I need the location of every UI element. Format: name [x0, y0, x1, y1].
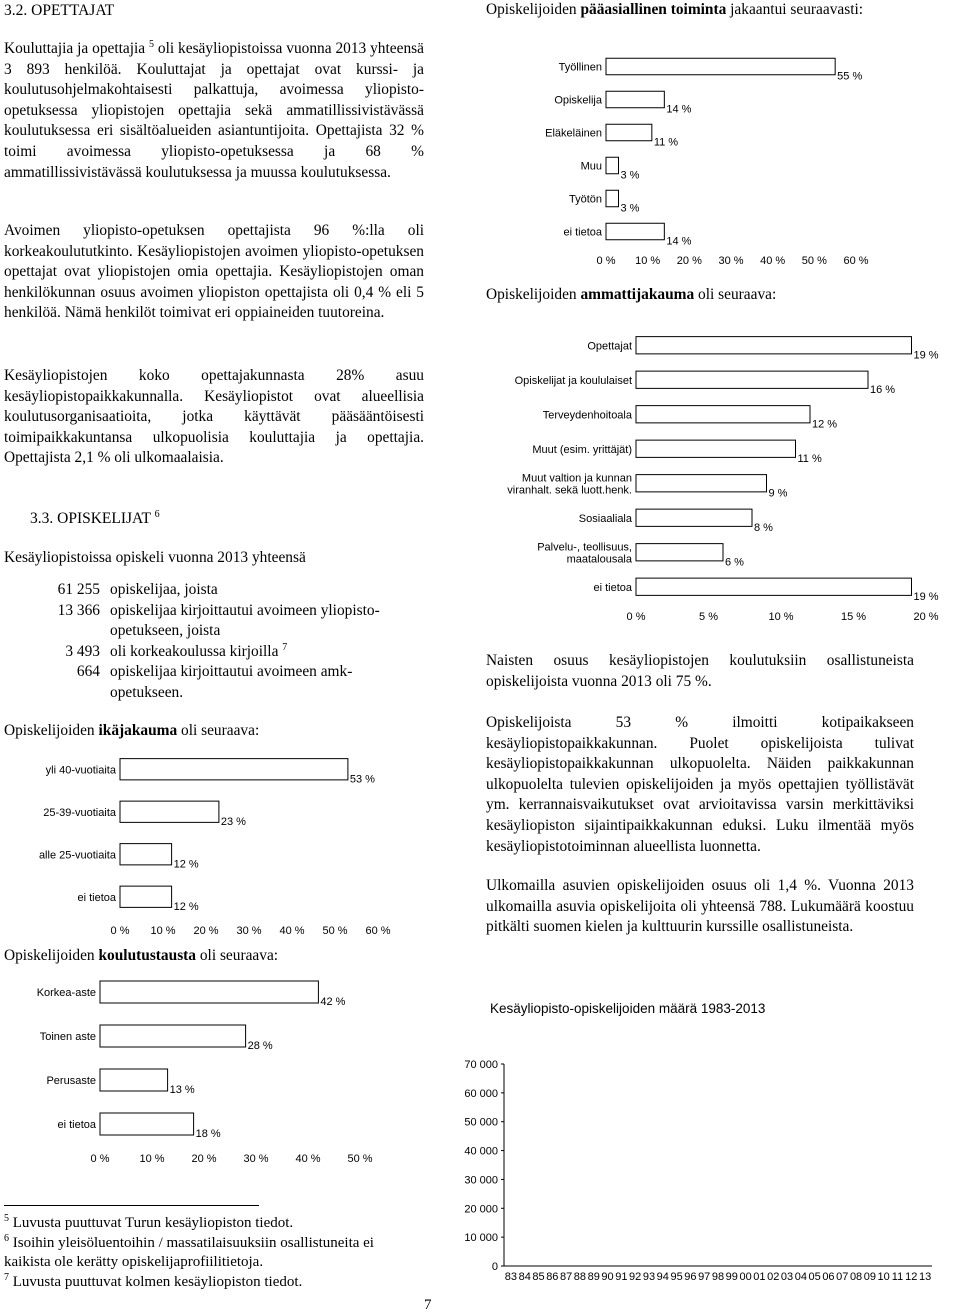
chart-category-label: 03: [780, 1271, 794, 1283]
main-activity-chart-caption: [486, 0, 916, 20]
stat-number: 3 493: [65, 642, 100, 660]
chart-category-label: [532, 444, 632, 456]
chart-value-label: 11 %: [797, 452, 822, 465]
caption-text: oli seuraava:: [196, 947, 279, 964]
chart-value-label: 42 %: [320, 996, 346, 1008]
chart-value-label: 23 %: [220, 815, 246, 828]
chart-category-line: Opiskelija: [554, 94, 602, 107]
stat-text: opiskelijaa kirjoittautui avoimeen amk-opetukseen.: [110, 663, 353, 701]
chart-category-label: 00: [739, 1271, 752, 1283]
caption-text: Opiskelijoiden: [486, 286, 581, 303]
chart-category-line: Muut (esim. yrittäjät): [532, 443, 632, 456]
profession-chart: [486, 328, 960, 628]
teachers-paragraph-1-rest: oli kesäyliopistoissa vuonna 2013 yhteensä 3 893 henkilöä. Kouluttajat ja opettajat ovat kurssi- ja koulutusohjelmakohtaisesti palkattuja, avoimessa yliopisto-opetuksessa yliopistojen opettajia sekä ammatillissivistävässä koulutuksessa eri sisältöalueiden asiantuntijoita. Opettajista 32 % toimi avoimessa yliopisto-opetuksessa ja 68 % ammatillissivistävässä koulutuksessa ja muussa koulutuksessa.: [4, 40, 424, 181]
chart-bar: [100, 1069, 168, 1091]
chart-category-line: Sosiaaliala: [578, 512, 632, 525]
footnote: [4, 1214, 424, 1234]
chart-category-label: [537, 541, 633, 565]
chart-value-label: 53 %: [349, 773, 375, 786]
chart-category-line: yli 40-vuotiaita: [45, 764, 116, 777]
chart-tick-label: 40 %: [279, 925, 305, 937]
chart-tick-label: 20 %: [193, 925, 219, 937]
chart-category-label: 97: [698, 1271, 711, 1283]
chart-category-label: [559, 62, 602, 74]
chart-category-label: [40, 1031, 96, 1043]
chart-bar: [636, 578, 912, 595]
chart-tick-label: 10 000: [464, 1232, 498, 1245]
chart-category-label: 12: [905, 1271, 918, 1283]
chart-tick-label: 40 %: [760, 255, 786, 267]
chart-bar: [636, 475, 767, 492]
chart-category-label: [563, 227, 602, 239]
teachers-paragraph-3-text: Kesäyliopistojen koko opettajakunnasta 28% asuu kesäyliopistopaikkakunnalla. Kesäyliopistot ovat alueellisia koulutusorganisaatioita, jotka käyttävät pääsääntöisesti toimipaikkakuntansa ulkopuolisia kouluttajia ja opettajia. Opettajista 2,1 % oli ulkomaalaisia.: [4, 367, 424, 467]
footnote: [4, 1234, 424, 1273]
chart-tick-label: 60 %: [843, 255, 869, 267]
chart-value-label: 12 %: [812, 418, 838, 431]
chart-category-label: [43, 807, 117, 819]
chart-category-label: [507, 472, 632, 496]
chart-tick-label: 70 000: [464, 1059, 498, 1071]
chart-category-line: Palvelu-, teollisuus,: [537, 541, 632, 554]
chart-category-label: 86: [546, 1271, 559, 1283]
chart-svg: [486, 50, 906, 272]
chart-bar: [120, 886, 172, 907]
student-count-chart-title: Kesäyliopisto-opiskelijoiden määrä 1983-2013: [490, 1001, 766, 1016]
chart-value-label: 9 %: [768, 487, 788, 500]
chart-category-label: 94: [656, 1271, 669, 1283]
chart-category-line: Korkea-aste: [36, 987, 96, 999]
footnote: [4, 1273, 424, 1293]
footnotes: [4, 1214, 424, 1292]
chart-svg: [440, 1058, 940, 1288]
chart-value-label: 55 %: [837, 70, 863, 83]
chart-tick-label: 5 %: [699, 611, 718, 623]
chart-category-line: alle 25-vuotiaita: [38, 849, 116, 862]
caption-text: Opiskelijoiden: [486, 1, 581, 18]
footnote-ref-7: 7: [282, 641, 288, 653]
chart-tick-label: 10 %: [768, 611, 794, 623]
teachers-paragraph-1: [4, 39, 424, 183]
chart-bar: [100, 1025, 246, 1047]
chart-tick-label: 0 %: [90, 1153, 110, 1165]
chart-category-label: [545, 128, 602, 140]
chart-category-label: 93: [642, 1271, 656, 1283]
chart-value-label: 19 %: [913, 590, 939, 603]
stats-row: [4, 580, 424, 601]
chart-category-label: 08: [849, 1271, 863, 1283]
section-title-students-text: 3.3. OPISKELIJAT: [30, 510, 151, 527]
chart-bar: [636, 509, 752, 526]
caption-bold: koulutustausta: [98, 947, 196, 964]
chart-category-label: 04: [794, 1271, 807, 1283]
chart-category-label: [543, 409, 633, 421]
teachers-paragraph-2-text: Avoimen yliopisto-opetuksen opettajista 96 %:lla oli korkeakoulututkinto. Kesäyliopistojen avoimen yliopisto-opetuksen opettajat ovat yliopistojen omia opettajia. Kesäyliopistojen oman henkilökunnan osuus avoimen yliopiston opettajista oli 0,4 % eli 5 henkilöä. Nämä henkilöt toimivat eri oppiaineiden tuutoreina.: [4, 222, 424, 322]
chart-category-line: Eläkeläinen: [545, 127, 602, 140]
caption-text: jakaantui seuraavasti:: [726, 1, 864, 18]
chart-tick-label: 0: [491, 1261, 498, 1273]
footnote-number: 6: [4, 1232, 9, 1244]
chart-value-label: 3 %: [620, 202, 640, 215]
chart-category-label: 13: [918, 1271, 932, 1283]
chart-category-label: [46, 764, 117, 776]
caption-bold: ammattijakauma: [580, 286, 695, 303]
chart-category-label: [579, 513, 633, 525]
chart-category-label: 91: [615, 1271, 628, 1283]
home-town-paragraph: Opiskelijoista 53 % ilmoitti kotipaikakseen kesäyliopistopaikkakunnan. Puolet opiskelijoista tulivat kesäyliopistopaikkakunnan ulkopuolelta. Näiden paikkakunnan ulkopuolelta tulevien opiskelijoiden ja myös opettajien työllistävät ym. kerrannaisvaikutukset ovat arvioitavissa varsin merkittäviksi kesäyliopiston sijaintipaikkakunnan eduksi. Luku ilmentää myös kesäyliopistotoiminnan alueellista luonnetta.: [486, 714, 914, 855]
chart-category-label: 98: [711, 1271, 725, 1283]
chart-category-line: Muu: [580, 160, 602, 173]
chart-tick-label: 30 %: [236, 925, 262, 937]
chart-bar: [636, 440, 796, 457]
chart-category-label: 01: [753, 1271, 766, 1283]
footnote-ref-5: 5: [149, 38, 155, 50]
age-chart-caption: [4, 722, 259, 740]
chart-value-label: 11 %: [653, 136, 679, 149]
caption-bold: pääasiallinen toiminta: [580, 1, 727, 18]
chart-tick-label: 40 000: [464, 1145, 498, 1158]
chart-bar: [606, 190, 619, 207]
stat-text: [110, 642, 424, 663]
chart-bar: [120, 844, 172, 865]
women-share-paragraph: Naisten osuus kesäyliopistojen koulutuksiin osallistuneista opiskelijoista vuonna 2013 oli 75 %.: [486, 652, 914, 690]
stats-row: [4, 662, 424, 703]
chart-bar: [606, 124, 652, 141]
main-activity-chart: [486, 50, 906, 272]
chart-category-line: Muut valtion ja kunnan: [521, 472, 632, 485]
stat-number: 61 255: [57, 581, 100, 598]
chart-category-label: 05: [808, 1271, 821, 1283]
footnote-number: 7: [4, 1271, 9, 1283]
student-count-chart: [440, 1058, 940, 1288]
chart-category-line: 25-39-vuotiaita: [43, 806, 116, 819]
chart-category-label: [37, 987, 96, 999]
chart-tick-label: 20 %: [913, 611, 939, 623]
chart-bar: [606, 91, 664, 108]
caption-text: Opiskelijoiden: [4, 947, 99, 964]
chart-tick-label: 50 %: [347, 1153, 373, 1165]
chart-value-label: 13 %: [169, 1084, 195, 1096]
chart-bar: [636, 337, 912, 354]
chart-category-label: [593, 582, 632, 594]
chart-category-label: 95: [670, 1271, 683, 1283]
chart-value-label: 6 %: [725, 556, 744, 569]
footnote-text: Luvusta puuttuvat kolmen kesäyliopiston tiedot.: [12, 1273, 303, 1290]
chart-tick-label: 0 %: [596, 255, 616, 267]
abroad-paragraph: Ulkomailla asuvien opiskelijoiden osuus oli 1,4 %. Vuonna 2013 ulkomailla asuvia opiskelijoita oli yhteensä 788. Lukumäärä koostuu pitkälti suomen kielen ja kulttuurin kurssille osallistuneista.: [486, 877, 914, 936]
stats-row: [4, 642, 424, 663]
chart-tick-label: 15 %: [840, 611, 867, 623]
chart-bar: [606, 223, 664, 240]
stat-number: 13 366: [57, 601, 100, 619]
chart-category-label: [46, 1075, 96, 1087]
chart-bar: [120, 801, 219, 822]
chart-category-label: [581, 161, 602, 173]
chart-category-label: [554, 95, 603, 107]
chart-value-label: 19 %: [913, 349, 939, 362]
chart-tick-label: 20 %: [676, 255, 702, 267]
chart-value-label: 28 %: [247, 1040, 273, 1052]
chart-category-label: 87: [560, 1271, 573, 1283]
chart-category-label: [39, 849, 117, 861]
teachers-paragraph-2: [4, 221, 424, 324]
chart-category-label: 06: [822, 1271, 835, 1283]
chart-tick-label: 20 000: [464, 1203, 498, 1216]
education-chart: [0, 970, 430, 1170]
chart-category-label: 89: [587, 1271, 600, 1283]
page-number: 7: [424, 1297, 432, 1313]
chart-value-label: 14 %: [666, 235, 692, 248]
chart-tick-label: 10 %: [139, 1153, 165, 1165]
chart-category-line: Työtön: [568, 193, 602, 206]
footnote-ref-6: 6: [154, 508, 160, 520]
chart-category-label: [57, 1119, 96, 1131]
chart-category-label: 96: [684, 1271, 697, 1283]
chart-svg: [486, 328, 960, 628]
chart-bar: [636, 371, 868, 388]
chart-tick-label: 20 %: [191, 1153, 217, 1165]
stats-row: [4, 601, 424, 642]
chart-category-line: Opettajat: [587, 340, 632, 353]
chart-category-label: [569, 194, 602, 206]
chart-svg: [0, 748, 430, 938]
chart-value-label: 16 %: [870, 383, 896, 396]
chart-category-line: ei tietoa: [593, 581, 632, 594]
chart-category-line: Työllinen: [558, 61, 602, 74]
chart-category-label: 92: [629, 1271, 642, 1283]
chart-category-label: 84: [518, 1271, 531, 1283]
chart-category-line: Opiskelijat ja koululaiset: [514, 374, 632, 387]
chart-category-label: [515, 375, 632, 387]
chart-category-label: 83: [504, 1271, 518, 1283]
chart-category-label: [77, 892, 116, 904]
stat-text: opiskelijaa kirjoittautui avoimeen yliopisto-opetukseen, joista: [110, 601, 380, 640]
footnote-text: Isoihin yleisöluentoihin / massatilaisuuksiin osallistuneita ei kaikista ole kerätty opiskelijaprofiilitietoja.: [4, 1234, 374, 1270]
chart-bar: [100, 981, 318, 1003]
chart-category-line: Perusaste: [46, 1075, 96, 1087]
section-title-students: [30, 510, 160, 528]
chart-category-label: 10: [877, 1271, 890, 1283]
chart-tick-label: 10 %: [150, 925, 176, 937]
teachers-paragraph-3: [4, 366, 424, 469]
chart-value-label: 14 %: [666, 103, 692, 116]
chart-category-label: 88: [573, 1271, 587, 1283]
caption-bold: ikäjakauma: [98, 722, 178, 739]
chart-bar: [636, 406, 810, 423]
chart-category-line: ei tietoa: [563, 226, 602, 239]
chart-category-label: 07: [836, 1271, 849, 1283]
chart-category-line: Terveydenhoitoala: [542, 409, 632, 422]
caption-text: oli seuraava:: [177, 722, 260, 739]
teachers-paragraph-1-start: Kouluttajia ja opettajia: [4, 40, 146, 57]
chart-bar: [606, 157, 619, 174]
chart-value-label: 18 %: [195, 1128, 221, 1140]
students-intro: Kesäyliopistoissa opiskeli vuonna 2013 yhteensä: [4, 549, 306, 566]
chart-bar: [606, 58, 835, 75]
chart-category-line: maatalousala: [566, 553, 632, 566]
chart-tick-label: 30 000: [464, 1174, 498, 1187]
chart-tick-label: 50 000: [464, 1116, 498, 1129]
chart-category-label: 11: [891, 1271, 904, 1283]
chart-svg: [0, 970, 430, 1170]
chart-category-label: 90: [601, 1271, 614, 1283]
footnote-text: Luvusta puuttuvat Turun kesäyliopiston tiedot.: [12, 1215, 294, 1231]
chart-bar: [120, 759, 348, 780]
chart-tick-label: 30 %: [243, 1153, 269, 1165]
chart-value-label: 8 %: [754, 521, 773, 534]
caption-text: oli seuraava:: [694, 286, 777, 303]
profession-chart-caption: [486, 286, 776, 304]
footnote-number: 5: [4, 1213, 9, 1224]
age-chart: [0, 748, 430, 938]
stat-text-content: oli korkeakoulussa kirjoilla: [110, 642, 279, 660]
footnote-divider: [4, 1205, 259, 1206]
chart-tick-label: 0 %: [110, 925, 130, 937]
chart-tick-label: 60 000: [464, 1087, 498, 1100]
chart-value-label: 12 %: [173, 858, 199, 871]
stat-text: opiskelijaa, joista: [110, 581, 218, 598]
chart-tick-label: 50 %: [801, 255, 827, 267]
chart-category-line: viranhalt. sekä luott.henk.: [507, 484, 632, 497]
chart-category-line: Toinen aste: [39, 1031, 96, 1043]
chart-category-line: ei tietoa: [57, 1119, 96, 1131]
chart-tick-label: 0 %: [626, 611, 646, 623]
chart-category-label: 02: [767, 1271, 780, 1283]
caption-text: Opiskelijoiden: [4, 722, 99, 739]
chart-category-label: 85: [532, 1271, 545, 1283]
chart-tick-label: 40 %: [295, 1153, 321, 1165]
chart-tick-label: 50 %: [322, 925, 348, 937]
chart-tick-label: 30 %: [718, 255, 744, 267]
section-title-teachers: 3.2. OPETTAJAT: [4, 2, 115, 19]
chart-category-label: 99: [725, 1271, 738, 1283]
stat-number: 664: [76, 663, 100, 681]
students-stats: [4, 580, 424, 704]
chart-category-line: ei tietoa: [77, 891, 116, 904]
chart-bar: [100, 1113, 194, 1135]
education-chart-caption: [4, 947, 278, 965]
chart-bar: [636, 544, 723, 561]
chart-category-label: [587, 340, 632, 352]
chart-tick-label: 60 %: [365, 925, 391, 937]
chart-value-label: 12 %: [173, 900, 199, 913]
chart-tick-label: 10 %: [635, 255, 661, 267]
chart-value-label: 3 %: [620, 169, 640, 182]
chart-category-label: 09: [863, 1271, 876, 1283]
